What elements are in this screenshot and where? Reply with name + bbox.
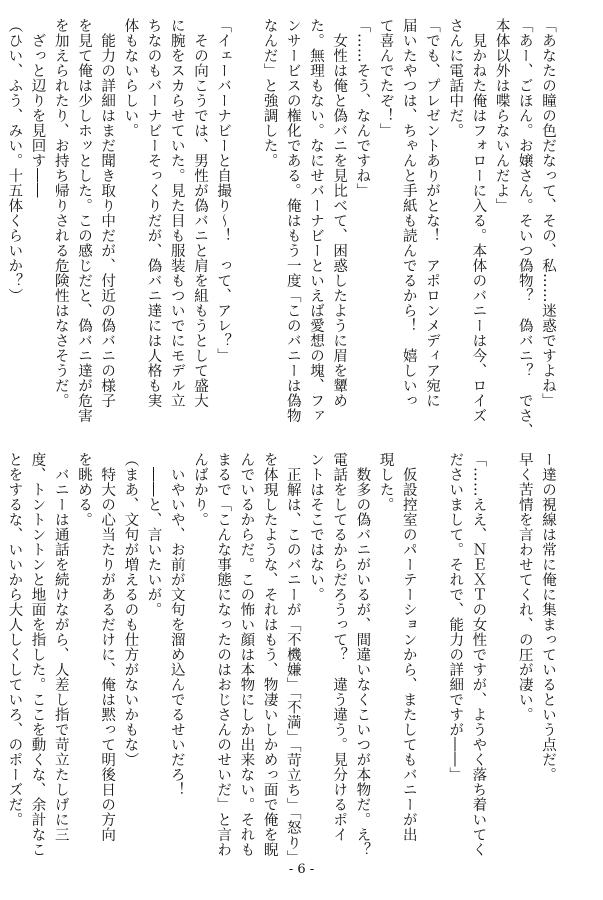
text-line: を眺める。 (75, 452, 92, 527)
text-line (234, 18, 257, 416)
text-line: て喜んでたぞ！」 (377, 18, 394, 138)
text-line: ントはそこではない。 (307, 452, 324, 602)
text-line: 「イェーバーナビーと自撮り～！ って、アレ？」 (215, 18, 232, 363)
text-line: ちなのもバーナビーそっくりだが、偽バニ達には人格も実 (145, 18, 162, 408)
text-line: 届いたやつは、ちゃんと手紙も読んでるから！ 嬉しいっ (400, 18, 417, 408)
text-line: ざっと辺りを見回す―― (29, 18, 46, 198)
text-line: 早く苦情を言わせてくれ、の圧が凄い。 (516, 452, 533, 722)
text-line: 数多の偽バニがいるが、間違いなくこいつが本物だ。え？ (354, 452, 371, 857)
text-line: に腕をスカらせていた。見た目も服装もついでにモデル立 (168, 18, 185, 408)
text-line: 本体以外は喋らないんだよ」 (493, 18, 510, 213)
lower-text-block (6, 452, 559, 866)
text-line: 正解は、このバニーが「不機嫌」「不満」「苛立ち」「怒り」 (284, 452, 301, 866)
text-line: バニーは通話を続けながら、人差し指で苛立たしげに三 (52, 452, 69, 842)
text-line: なんだ」と強調した。 (261, 18, 278, 168)
text-line: 仮設控室のパーテーションから、またしてもバニーが出 (400, 452, 417, 842)
text-line: まるで「こんな事態になったのはおじさんのせいだ」と言わ (215, 452, 232, 857)
upper-text-block (6, 18, 559, 438)
text-line (0, 18, 2, 416)
text-line: 特大の心当たりがあるだけに、俺は黙って明後日の方向 (99, 452, 116, 842)
text-line: いやいや、お前が文句を溜め込んでるせいだろ！ (168, 452, 185, 797)
text-line: 「あなたの瞳の色だなって、その、私……迷惑ですよね」 (540, 18, 556, 408)
text-line: その向こうでは、男性が偽バニと肩を組もうとして盛大 (191, 18, 208, 408)
text-line: 女性は俺と偽バニを見比べて、困惑したように眉を顰め (331, 18, 348, 408)
text-line: とをするな、いいから大人しくしていろ、のポーズだ。 (6, 452, 23, 827)
text-line: ンサービスの権化である。俺はもう一度「このバニーは偽物 (284, 18, 301, 423)
text-line (489, 452, 512, 842)
text-line: んばかり。 (191, 452, 208, 527)
text-line: ださいまして。それで、能力の詳細ですが――」 (447, 452, 464, 782)
text-line: 「……ええ、ＮＥＸＴの女性ですが、ようやく落ち着いてく (470, 452, 487, 857)
text-line: を見て俺は少しホッとした。この感じだと、偽バニ達が危害 (75, 18, 92, 423)
text-line: を体現したような、それはもう、物凄いしかめっ面で俺を睨 (261, 452, 278, 857)
text-line: た。無理もない。なにせバーナビーといえば愛想の塊、ファ (307, 18, 324, 423)
text-line: 見かねた俺はフォローに入る。本体のバニーは今、ロイズ (470, 18, 487, 423)
text-line: んでいるからだ。この怖い顔は本物にしか出来ない。それも (238, 452, 255, 857)
text-line: （まあ、文句が増えるのも仕方がないかもな） (122, 452, 139, 767)
text-line: ー達の視線は常に俺に集まっているという点だ。 (540, 452, 556, 782)
text-line: 能力の詳細はまだ聞き取り中だが、付近の偽バニの様子 (99, 18, 116, 408)
text-line: （ひい、ふう、みい。十五体くらいか？） (6, 18, 23, 303)
text-line: 度、トントントンと地面を指した。ここを動くな、余計なこ (29, 452, 46, 857)
text-line: ――と、言いたいが。 (145, 452, 162, 617)
text-line: さんに電話中だ。 (447, 18, 464, 138)
text-line: 「でも、プレゼントありがとな！ アポロンメディア宛に (423, 18, 440, 408)
text-line: 「あー、ごほん。お嬢さん。そいつ偽物？ 偽バニ？ でさ、 (516, 18, 533, 438)
text-line: 現した。 (377, 452, 394, 512)
text-line (420, 452, 443, 842)
text-line: 電話をしてるからだろうって？ 違う違う。見分けるポイ (331, 452, 348, 842)
text-line: 「……そう、なんですね」 (354, 18, 371, 198)
text-line: を加えられたり、お持ち帰りされる危険性はなさそうだ。 (52, 18, 69, 408)
text-line: 体もないらしい。 (122, 18, 139, 138)
page-number: - 6 - (288, 862, 315, 877)
